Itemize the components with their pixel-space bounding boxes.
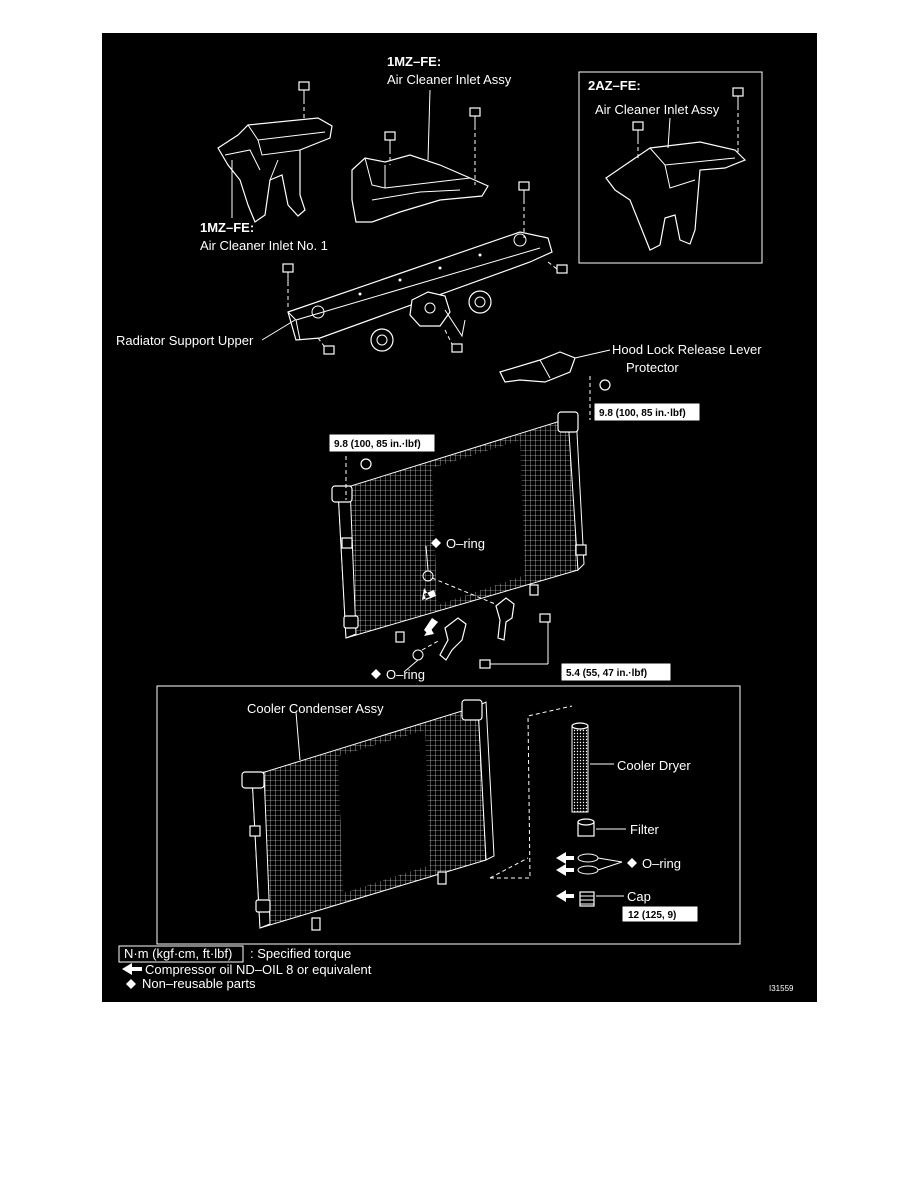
- mz-inlet-assy-label: Air Cleaner Inlet Assy: [387, 72, 512, 87]
- nut-icon: [361, 459, 371, 469]
- hood-lock-label-2: Protector: [626, 360, 679, 375]
- radiator-support-label: Radiator Support Upper: [116, 333, 254, 348]
- mz-inlet-no1-label: Air Cleaner Inlet No. 1: [200, 238, 328, 253]
- legend-nonreuse-text: Non–reusable parts: [142, 976, 256, 991]
- cap-label: Cap: [627, 889, 651, 904]
- az-inlet-assy-label: Air Cleaner Inlet Assy: [595, 102, 720, 117]
- nut-icon: [600, 380, 610, 390]
- torque-condenser-top: 9.8 (100, 85 in.·lbf): [334, 439, 421, 450]
- o-ring-dryer-label: O–ring: [642, 856, 682, 871]
- legend-oil-text: Compressor oil ND–OIL 8 or equivalent: [145, 962, 372, 977]
- filter-icon: [578, 819, 594, 836]
- o-ring-upper-label: O–ring: [446, 536, 486, 551]
- legend-torque-unit: N·m (kgf·cm, ft·lbf): [124, 946, 233, 961]
- torque-cap: 12 (125, 9): [628, 910, 677, 921]
- torque-bracket-bolt: 5.4 (55, 47 in.·lbf): [566, 668, 648, 679]
- filter-label: Filter: [630, 822, 659, 837]
- mz-inlet-assy-model: 1MZ–FE:: [387, 54, 442, 69]
- az-model: 2AZ–FE:: [588, 78, 641, 93]
- hood-lock-label: Hood Lock Release Lever: [612, 342, 762, 357]
- legend-torque-text: : Specified torque: [250, 946, 352, 961]
- torque-hood-protector: 9.8 (100, 85 in.·lbf): [599, 408, 686, 419]
- mz-inlet-no1-model: 1MZ–FE:: [200, 220, 255, 235]
- cap-icon: [580, 892, 594, 906]
- cooler-dryer-label: Cooler Dryer: [617, 758, 691, 773]
- figure-id: I31559: [769, 984, 794, 993]
- bolt-icon: [540, 614, 550, 622]
- cooler-condenser-label: Cooler Condenser Assy: [247, 701, 384, 716]
- o-ring-lower-label: O–ring: [386, 667, 426, 682]
- cooler-dryer: [572, 723, 588, 812]
- bolt-icon: [480, 660, 490, 668]
